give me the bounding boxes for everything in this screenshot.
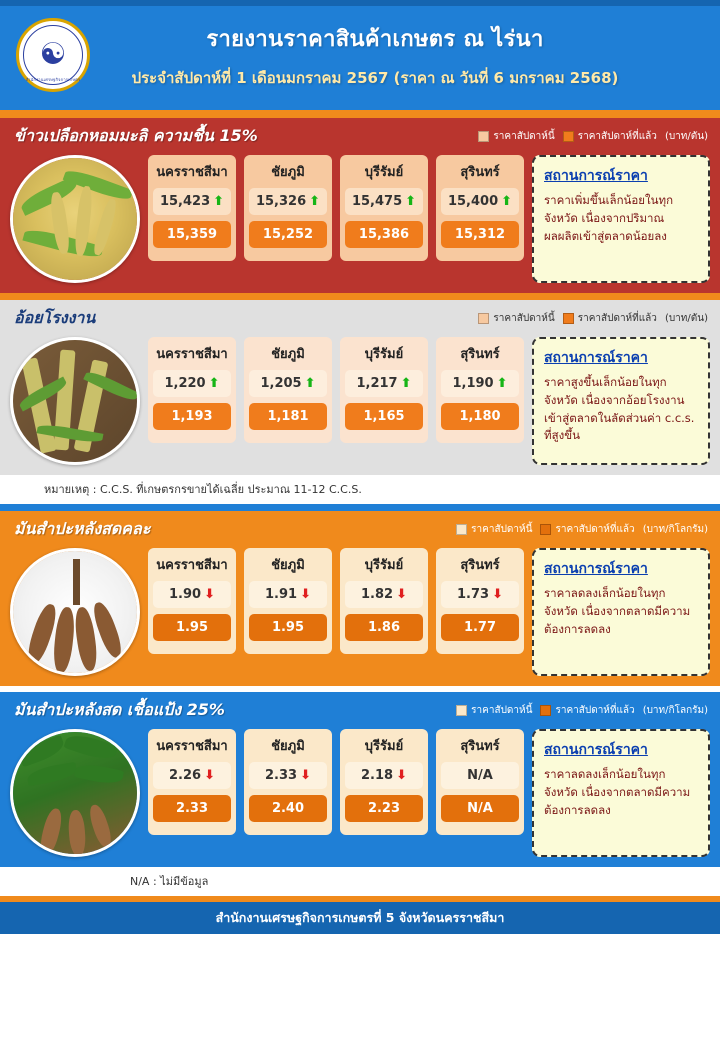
price-value: 2.26 [169, 768, 202, 783]
legend-swatch-this-week [456, 524, 467, 535]
province-name: บุรีรัมย์ [364, 739, 404, 754]
sugarcane-photo-art [13, 340, 137, 462]
price-this-week [345, 188, 423, 215]
sugarcane-province-group [148, 337, 524, 443]
province-card [148, 729, 236, 835]
province-name: สุรินทร์ [460, 347, 500, 362]
price-value: 1.95 [271, 620, 305, 635]
price-value: 15,312 [454, 227, 506, 242]
price-value: 15,386 [358, 227, 410, 242]
trend-down-icon: ⬇ [396, 587, 407, 602]
price-value: 1,217 [356, 376, 398, 391]
rice-photo-art [13, 158, 137, 280]
province-card [340, 729, 428, 835]
price-value: 1,193 [171, 409, 213, 424]
legend-unit: (บาท/ตัน) [664, 131, 708, 142]
province-card [244, 155, 332, 261]
trend-down-icon: ⬇ [492, 587, 503, 602]
price-situation-note [532, 729, 710, 857]
section-cassava-starch [0, 692, 720, 896]
province-name: ชัยภูมิ [271, 739, 305, 754]
price-value: 1,190 [452, 376, 494, 391]
price-value: 15,475 [351, 194, 403, 209]
province-name: บุรีรัมย์ [364, 165, 404, 180]
page-title: รายงานราคาสินค้าเกษตร ณ ไร่นา [206, 26, 544, 52]
price-value: 15,423 [159, 194, 211, 209]
trend-down-icon: ⬇ [396, 768, 407, 783]
price-this-week [441, 762, 519, 789]
province-name: ชัยภูมิ [271, 165, 305, 180]
price-this-week [345, 370, 423, 397]
province-name: ชัยภูมิ [271, 347, 305, 362]
cassava-province-group [148, 548, 524, 654]
section-rice-titlebar [0, 118, 720, 155]
province-name: สุรินทร์ [460, 739, 500, 754]
province-card [148, 155, 236, 261]
trend-up-icon: ⬆ [213, 194, 225, 209]
legend-swatch-last-week [540, 705, 551, 716]
section-sugarcane-title: อ้อยโรงงาน [14, 308, 96, 327]
legend-unit: (บาท/กิโลกรัม) [642, 524, 708, 535]
price-value: 1.86 [367, 620, 401, 635]
province-name: นครราชสีมา [156, 347, 228, 362]
trend-up-icon: ⬆ [309, 194, 321, 209]
divider-blue-1 [0, 504, 720, 511]
province-name: สุรินทร์ [460, 165, 500, 180]
section-cassava-titlebar [0, 511, 720, 548]
price-value: N/A [467, 768, 493, 783]
section-sugarcane-titlebar [0, 300, 720, 337]
legend-this-week [456, 703, 532, 718]
price-this-week [441, 581, 519, 608]
price-value: 1.90 [169, 587, 202, 602]
price-last-week [249, 403, 327, 430]
legend-last-week [563, 311, 657, 326]
section-rice [0, 118, 720, 293]
legend-unit: (บาท/ตัน) [664, 313, 708, 324]
price-this-week [153, 762, 231, 789]
price-value: 1.73 [457, 587, 490, 602]
price-last-week [345, 403, 423, 430]
section-sugarcane-legend [478, 311, 708, 326]
price-last-week [441, 403, 519, 430]
sugarcane-footnote: หมายเหตุ : C.C.S. ที่เกษตรกรขายได้เฉลี่ย ประมาณ 11-12 C.C.S. [0, 475, 720, 504]
section-cassava-legend [456, 522, 708, 537]
section-rice-legend [478, 129, 708, 144]
province-card [148, 548, 236, 654]
trend-down-icon: ⬇ [204, 768, 215, 783]
note-title: สถานการณ์ราคา [544, 168, 648, 184]
province-card [436, 155, 524, 261]
price-situation-note [532, 548, 710, 676]
province-name: บุรีรัมย์ [364, 558, 404, 573]
note-title: สถานการณ์ราคา [544, 350, 648, 366]
legend-this-week [478, 129, 554, 144]
rice-photo [10, 155, 140, 283]
province-card [244, 337, 332, 443]
trend-up-icon: ⬆ [208, 376, 220, 391]
note-title: สถานการณ์ราคา [544, 742, 648, 758]
price-last-week [153, 614, 231, 641]
legend-label-last-week: ราคาสัปดาห์ที่แล้ว [577, 313, 657, 324]
header-orange-rule [0, 110, 720, 118]
province-card [436, 548, 524, 654]
province-name: นครราชสีมา [156, 739, 228, 754]
price-last-week [153, 221, 231, 248]
trend-down-icon: ⬇ [204, 587, 215, 602]
cassava-root-photo [10, 548, 140, 676]
price-situation-note [532, 337, 710, 465]
government-seal-icon [16, 18, 90, 92]
legend-swatch-this-week [478, 313, 489, 324]
page-header [0, 0, 720, 110]
section-cassava-starch-title: มันสำปะหลังสด เชื้อแป้ง 25% [14, 700, 225, 719]
legend-label-this-week: ราคาสัปดาห์นี้ [493, 313, 555, 324]
province-card [340, 337, 428, 443]
price-last-week [345, 795, 423, 822]
price-this-week [345, 762, 423, 789]
trend-up-icon: ⬆ [501, 194, 513, 209]
legend-swatch-last-week [563, 313, 574, 324]
province-card [148, 337, 236, 443]
price-value: 15,400 [447, 194, 499, 209]
price-this-week [249, 581, 327, 608]
price-value: 15,252 [262, 227, 314, 242]
legend-this-week [478, 311, 554, 326]
section-cassava-starch-legend [456, 703, 708, 718]
section-cassava-starch-content [0, 729, 720, 867]
cassava-starch-province-group [148, 729, 524, 835]
legend-last-week [540, 522, 634, 537]
trend-up-icon: ⬆ [405, 194, 417, 209]
price-this-week [249, 762, 327, 789]
price-this-week [345, 581, 423, 608]
price-this-week [249, 188, 327, 215]
rice-province-group [148, 155, 524, 261]
price-last-week [441, 221, 519, 248]
legend-label-last-week: ราคาสัปดาห์ที่แล้ว [555, 705, 635, 716]
price-this-week [153, 188, 231, 215]
price-this-week [249, 370, 327, 397]
price-value: 1,180 [459, 409, 501, 424]
cassava-starch-footnote: N/A : ไม่มีข้อมูล [0, 867, 720, 896]
sugarcane-photo [10, 337, 140, 465]
section-sugarcane-content [0, 337, 720, 475]
note-text: ราคาลดลงเล็กน้อยในทุกจังหวัด เนื่องจากตลาดมีความต้องการลดลง [544, 586, 691, 636]
seal-emblem-icon: ☯ [23, 25, 83, 85]
legend-swatch-this-week [478, 131, 489, 142]
price-last-week [441, 795, 519, 822]
trend-up-icon: ⬆ [400, 376, 412, 391]
legend-swatch-this-week [456, 705, 467, 716]
price-this-week [153, 370, 231, 397]
section-rice-content [0, 155, 720, 293]
legend-unit: (บาท/กิโลกรัม) [642, 705, 708, 716]
header-text-block [90, 21, 720, 90]
price-this-week [441, 370, 519, 397]
header-top-rule [0, 0, 720, 6]
section-cassava [0, 511, 720, 686]
price-last-week [153, 795, 231, 822]
price-last-week [345, 221, 423, 248]
page-footer: สำนักงานเศรษฐกิจการเกษตรที่ 5 จังหวัดนครราชสีมา [0, 902, 720, 934]
province-name: นครราชสีมา [156, 558, 228, 573]
legend-last-week [540, 703, 634, 718]
price-last-week [153, 403, 231, 430]
legend-label-this-week: ราคาสัปดาห์นี้ [471, 524, 533, 535]
price-value: 1,181 [267, 409, 309, 424]
price-value: 15,359 [166, 227, 218, 242]
price-value: 1,165 [363, 409, 405, 424]
legend-label-this-week: ราคาสัปดาห์นี้ [471, 705, 533, 716]
note-title: สถานการณ์ราคา [544, 561, 648, 577]
province-card [244, 729, 332, 835]
divider-orange-1 [0, 293, 720, 300]
province-card [436, 337, 524, 443]
section-cassava-content [0, 548, 720, 686]
price-last-week [249, 614, 327, 641]
price-value: 2.33 [175, 801, 209, 816]
price-value: 1.77 [463, 620, 497, 635]
section-cassava-starch-titlebar [0, 692, 720, 729]
province-card [244, 548, 332, 654]
seal-ring-text: สำนักงานเศรษฐกิจการเกษตร [25, 77, 81, 82]
price-value: 2.23 [367, 801, 401, 816]
price-value: 1.82 [361, 587, 394, 602]
note-text: ราคาลดลงเล็กน้อยในทุกจังหวัด เนื่องจากตลาดมีความต้องการลดลง [544, 767, 691, 817]
price-last-week [249, 795, 327, 822]
price-value: 1,220 [164, 376, 206, 391]
price-last-week [249, 221, 327, 248]
province-name: บุรีรัมย์ [364, 347, 404, 362]
legend-label-this-week: ราคาสัปดาห์นี้ [493, 131, 555, 142]
price-value: 2.40 [271, 801, 305, 816]
price-situation-note [532, 155, 710, 283]
trend-down-icon: ⬇ [300, 768, 311, 783]
price-value: 2.18 [361, 768, 394, 783]
price-value: 2.33 [265, 768, 298, 783]
section-sugarcane [0, 300, 720, 504]
cassava-root-photo-art [13, 551, 137, 673]
legend-label-last-week: ราคาสัปดาห์ที่แล้ว [577, 131, 657, 142]
price-value: 1.95 [175, 620, 209, 635]
province-card [340, 155, 428, 261]
price-this-week [441, 188, 519, 215]
cassava-plant-photo [10, 729, 140, 857]
price-value: 15,326 [255, 194, 307, 209]
trend-up-icon: ⬆ [496, 376, 508, 391]
legend-swatch-last-week [540, 524, 551, 535]
cassava-plant-photo-art [13, 732, 137, 854]
price-value: N/A [467, 801, 493, 816]
price-this-week [153, 581, 231, 608]
price-value: 1.91 [265, 587, 298, 602]
price-last-week [441, 614, 519, 641]
price-value: 1,205 [260, 376, 302, 391]
province-card [340, 548, 428, 654]
legend-swatch-last-week [563, 131, 574, 142]
page-subtitle: ประจำสัปดาห์ที่ 1 เดือนมกราคม 2567 (ราคา ณ วันที่ 6 มกราคม 2568) [131, 68, 619, 87]
province-name: นครราชสีมา [156, 165, 228, 180]
section-rice-title: ข้าวเปลือกหอมมะลิ ความชื้น 15% [14, 126, 258, 145]
section-cassava-title: มันสำปะหลังสดคละ [14, 519, 151, 538]
trend-up-icon: ⬆ [304, 376, 316, 391]
province-card [436, 729, 524, 835]
legend-this-week [456, 522, 532, 537]
province-name: ชัยภูมิ [271, 558, 305, 573]
legend-label-last-week: ราคาสัปดาห์ที่แล้ว [555, 524, 635, 535]
price-last-week [345, 614, 423, 641]
note-text: ราคาสูงขึ้นเล็กน้อยในทุกจังหวัด เนื่องจากอ้อยโรงงานเข้าสู่ตลาดในลัดส่วนค่า c.c.s. ที่สูงขึ้น [544, 375, 695, 443]
note-text: ราคาเพิ่มขึ้นเล็กน้อยในทุกจังหวัด เนื่องจากปริมาณผลผลิตเข้าสู่ตลาดน้อยลง [544, 193, 674, 243]
legend-last-week [563, 129, 657, 144]
trend-down-icon: ⬇ [300, 587, 311, 602]
province-name: สุรินทร์ [460, 558, 500, 573]
